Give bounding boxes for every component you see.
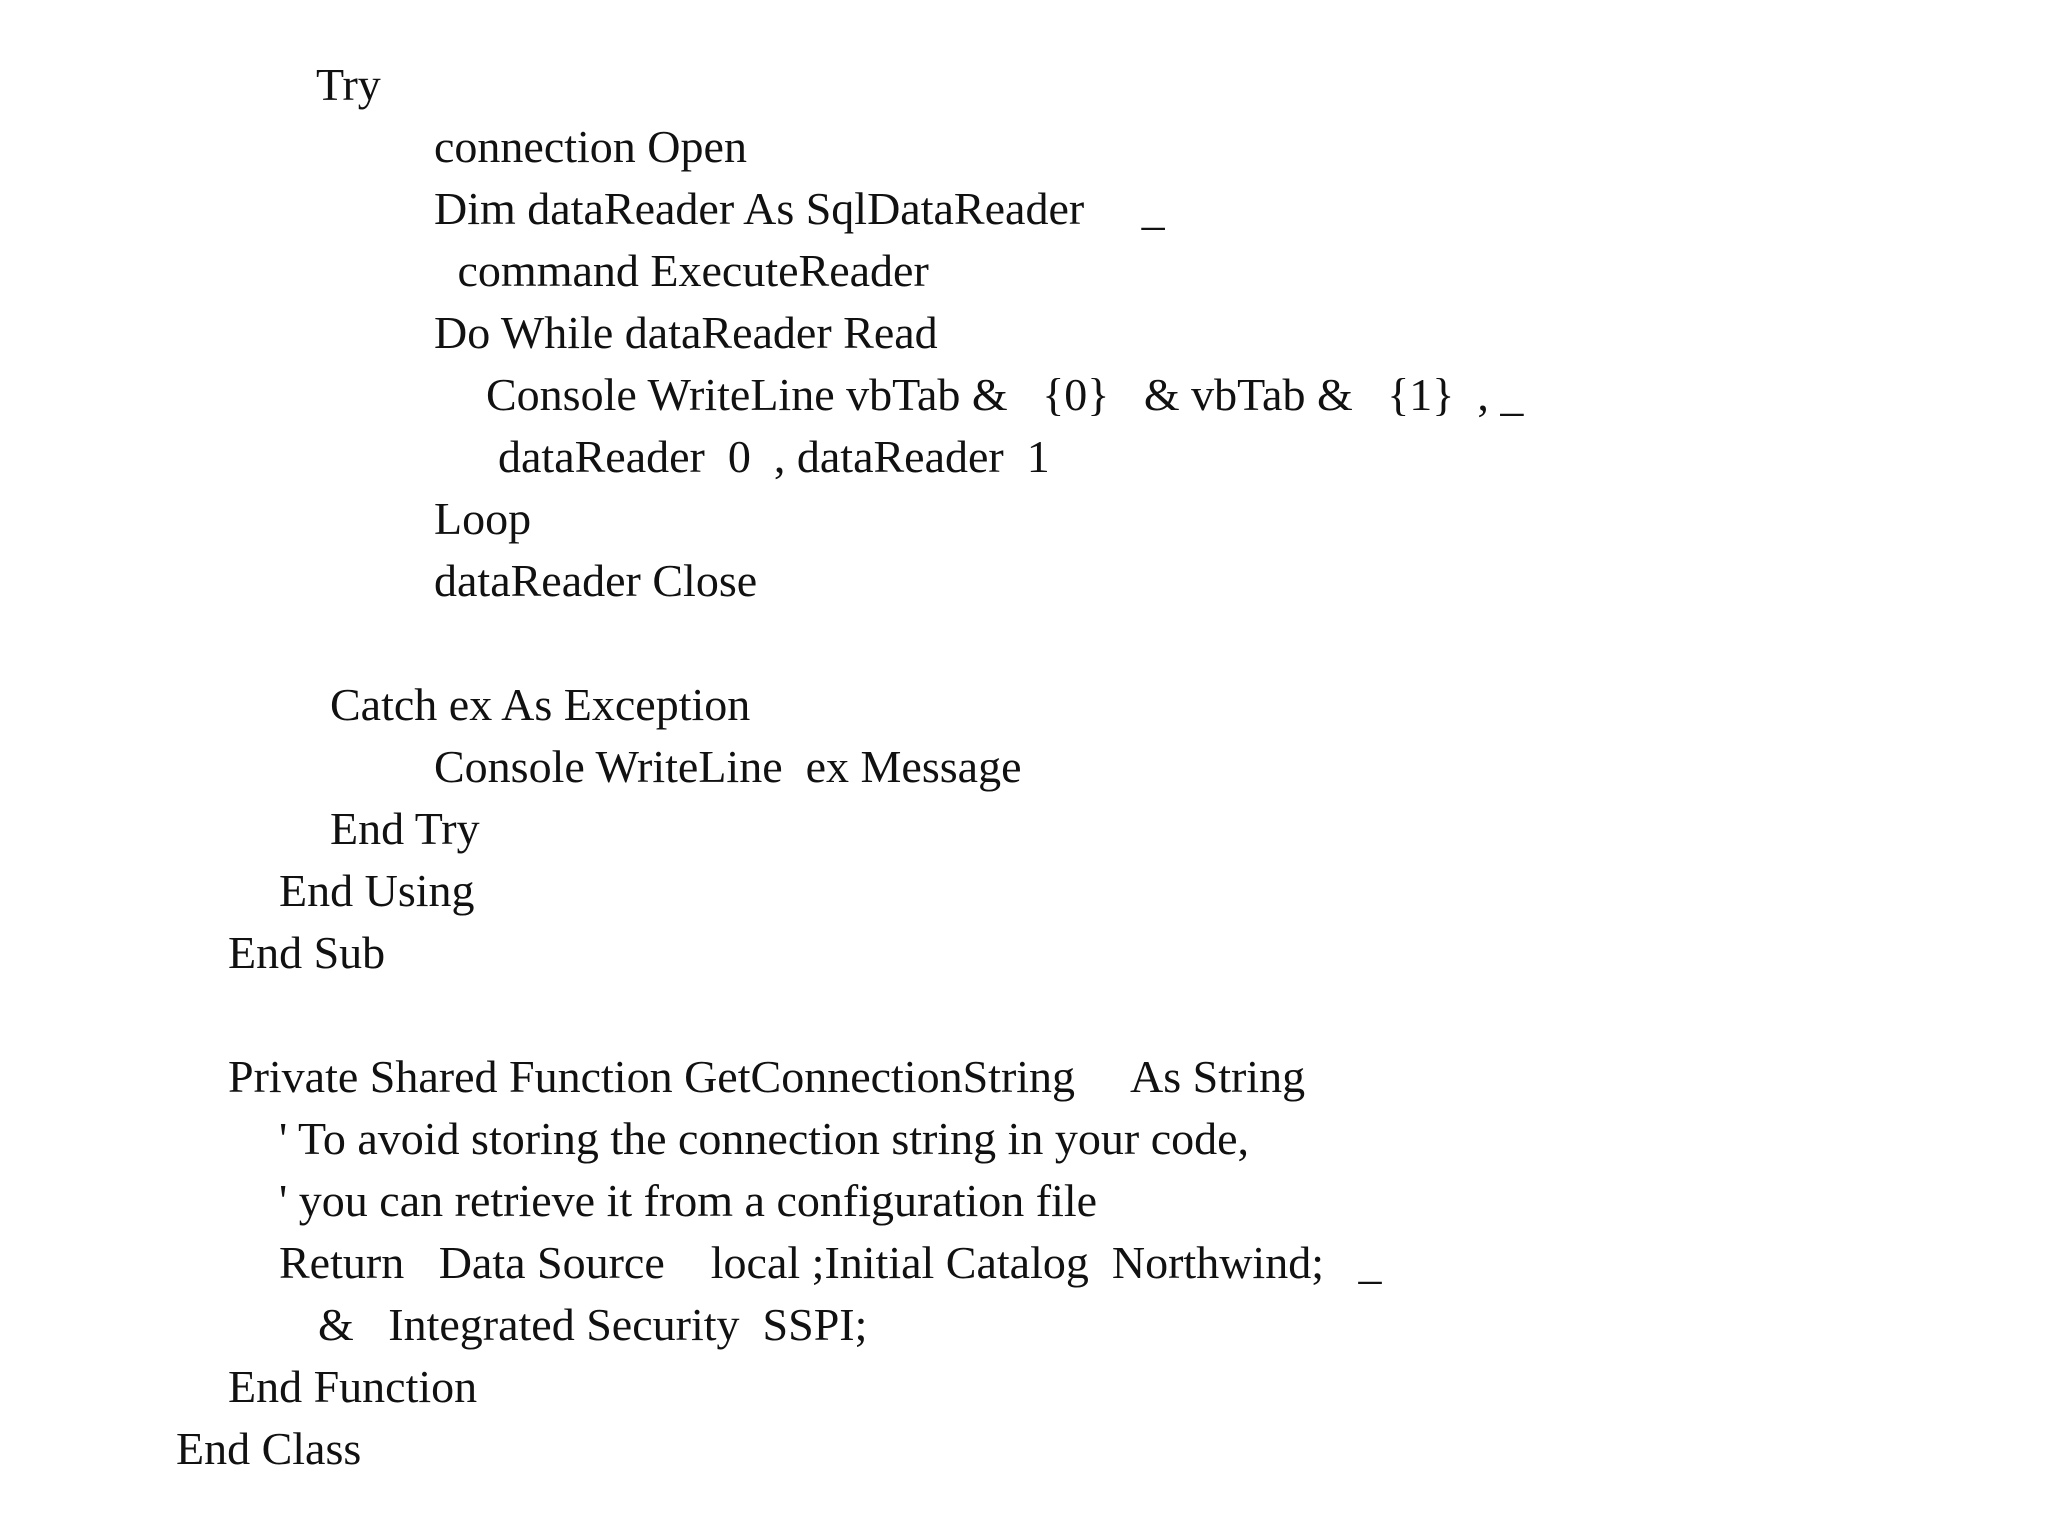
code-line-datareader-args-text: dataReader 0 , dataReader 1 — [498, 431, 1050, 482]
code-line-console-message: Console WriteLine ex Message — [434, 741, 1022, 792]
code-line-execute-reader: command ExecuteReader — [446, 245, 929, 296]
code-line-end-using: End Using — [279, 865, 475, 916]
code-line-comment-1: ' To avoid storing the connection string in your code, — [279, 1113, 1250, 1164]
code-line-dim-datareader: Dim dataReader As SqlDataReader _ — [434, 183, 1165, 234]
code-line-datareader-args — [446, 431, 1050, 482]
code-line-end-try: End Try — [330, 803, 480, 854]
code-line-catch: Catch ex As Exception — [330, 679, 751, 730]
code-line-integrated-security: & Integrated Security SSPI; — [318, 1299, 868, 1350]
code-line-private-function: Private Shared Function GetConnectionString As String — [228, 1051, 1306, 1102]
code-line-return: Return Data Source local ;Initial Catalog Northwind; _ — [279, 1237, 1382, 1288]
code-line-connection-open: connection Open — [434, 121, 747, 172]
code-line-console-writeline — [434, 369, 1524, 420]
code-line-comment-2: ' you can retrieve it from a configuration file — [279, 1175, 1098, 1226]
code-line-try: Try — [316, 59, 381, 110]
code-line-end-function: End Function — [228, 1361, 478, 1412]
code-line-console-writeline-text: Console WriteLine vbTab & {0} & vbTab & {1} , _ — [486, 369, 1524, 420]
code-line-datareader-close: dataReader Close — [434, 555, 758, 606]
code-line-end-sub: End Sub — [228, 927, 386, 978]
code-line-end-class: End Class — [176, 1423, 362, 1474]
code-line-do-while: Do While dataReader Read — [434, 307, 938, 358]
code-line-loop: Loop — [434, 493, 532, 544]
